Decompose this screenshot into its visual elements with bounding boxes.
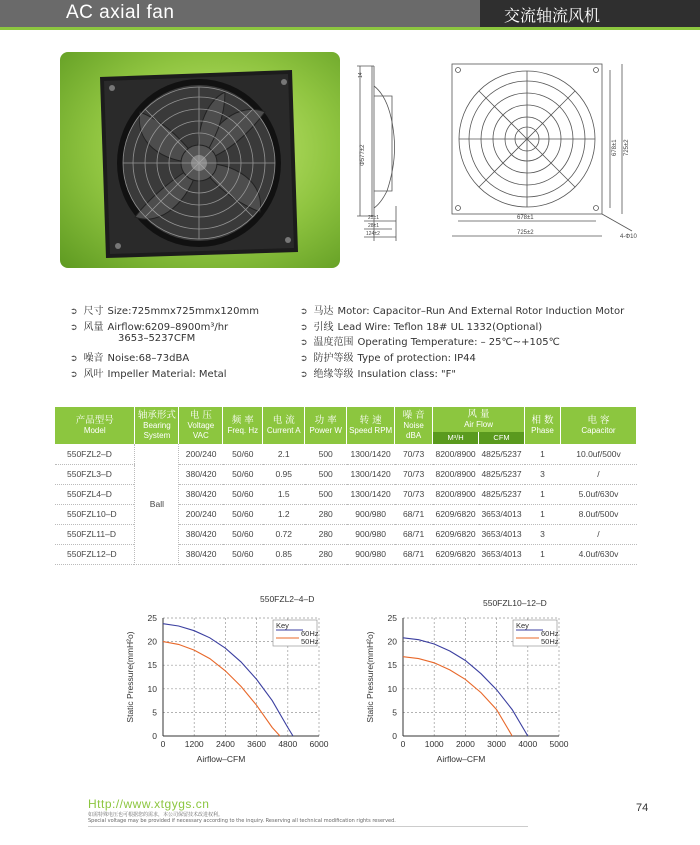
col-header-current: 电 流 Current A — [263, 407, 305, 444]
y-tick-label: 0 — [152, 731, 157, 741]
footer-divider — [88, 826, 528, 827]
table-cell: 380/420 — [179, 464, 223, 484]
col-header-model: 产品型号 Model — [55, 407, 135, 444]
legend-title: Key — [516, 621, 529, 630]
x-tick-label: 3600 — [247, 739, 267, 749]
dim-front-height: 725±2 — [624, 139, 630, 156]
product-photo — [60, 52, 340, 268]
table-cell: 1 — [525, 544, 561, 564]
bullet-icon: ➲ — [300, 307, 308, 317]
table-cell: 200/240 — [179, 504, 223, 524]
table-cell: 1 — [525, 504, 561, 524]
table-cell: 550FZL12–D — [55, 544, 135, 564]
table-cell: 70/73 — [395, 484, 433, 504]
y-axis-label: Static Pressure(mmH²o) — [365, 631, 375, 723]
chart-plot — [355, 590, 575, 765]
legend-label-60hz: 60Hz — [541, 629, 559, 638]
spec-temperature: ➲ 温度范围 Operating Temperature: – 25℃~+105℃ — [300, 337, 560, 348]
table-cell: 1 — [525, 484, 561, 504]
series-line-50hz — [403, 657, 512, 736]
x-tick-label: 4800 — [278, 739, 298, 749]
bullet-icon: ➲ — [70, 370, 78, 380]
table-cell: 8200/8900 — [433, 444, 479, 464]
dimension-drawing — [352, 56, 652, 266]
table-cell: 3 — [525, 464, 561, 484]
table-cell: 3653/4013 — [479, 544, 525, 564]
dim-front-width: 725±2 — [517, 230, 534, 236]
bullet-icon: ➲ — [300, 323, 308, 333]
y-tick-label: 15 — [147, 660, 157, 671]
spec-impeller: ➲ 风叶 Impeller Material: Metal — [70, 369, 227, 380]
y-tick-label: 0 — [392, 731, 397, 741]
table-cell: 6209/6820 — [433, 524, 479, 544]
table-cell: 6209/6820 — [433, 504, 479, 524]
col-header-airflow: 风 量 Air Flow — [433, 407, 525, 432]
spec-size: ➲ 尺寸 Size:725mmx725mmx120mm — [70, 306, 259, 317]
spec-lead-wire: ➲ 引线 Lead Wire: Teflon 18# UL 1332(Optional) — [300, 322, 543, 333]
col-header-speed: 转 速 Speed RPM — [347, 407, 395, 444]
dim-side-c: 124±2 — [366, 231, 380, 237]
table-cell: 4.0uf/630v — [560, 544, 636, 564]
bullet-icon: ➲ — [70, 323, 78, 333]
table-cell: 8200/8900 — [433, 484, 479, 504]
col-header-phase: 相 数 Phase — [525, 407, 561, 444]
table-cell: 50/60 — [223, 484, 263, 504]
table-cell: 8200/8900 — [433, 464, 479, 484]
footer-url[interactable]: Http://www.xtgygs.cn — [88, 797, 210, 811]
table-cell: 50/60 — [223, 464, 263, 484]
spec-protection: ➲ 防护等级 Type of protection: IP44 — [300, 353, 476, 364]
x-tick-label: 2000 — [455, 739, 475, 749]
col-header-m3h: M³/H — [433, 432, 479, 444]
legend-label-60hz: 60Hz — [301, 629, 319, 638]
table-cell: 500 — [305, 464, 347, 484]
col-header-bearing: 轴承形式 Bearing System — [135, 407, 179, 444]
table-cell: 550FZL2–D — [55, 444, 135, 464]
table-cell: 50/60 — [223, 524, 263, 544]
table-cell: 3653/4013 — [479, 504, 525, 524]
table-cell: 1.2 — [263, 504, 305, 524]
y-tick-label: 15 — [387, 660, 397, 671]
x-tick-label: 4000 — [518, 739, 538, 749]
table-cell: 900/980 — [347, 524, 395, 544]
y-tick-label: 20 — [147, 636, 157, 647]
table-cell: 3 — [525, 524, 561, 544]
dim-holes: 4-Φ10 — [620, 234, 637, 240]
table-cell: 50/60 — [223, 444, 263, 464]
dim-front-hole-height: 678±1 — [612, 139, 618, 156]
table-cell: 68/71 — [395, 504, 433, 524]
spec-insulation: ➲ 绝缘等级 Insulation class: "F" — [300, 369, 456, 380]
chart-plot — [115, 590, 335, 765]
x-tick-label: 3000 — [487, 739, 507, 749]
spec-airflow: ➲ 风量 Airflow:6209–8900m³/hr — [70, 322, 229, 333]
table-cell: 70/73 — [395, 464, 433, 484]
chart-title: 550FZL2–4–D — [260, 594, 315, 604]
page-number: 74 — [636, 802, 649, 814]
page-header — [0, 0, 700, 30]
x-axis-label: Airflow–CFM — [436, 754, 486, 764]
header-title-cn-bar — [480, 0, 700, 27]
table-cell: 380/420 — [179, 524, 223, 544]
bullet-icon: ➲ — [300, 354, 308, 364]
table-cell: 280 — [305, 544, 347, 564]
y-axis-label: Static Pressure(mmH²o) — [125, 631, 135, 723]
footer-note-cn: 如需特殊电压也可根据您的需求，本公司保留技术改进权利。 — [88, 812, 224, 818]
col-header-noise: 噪 音 Noise dBA — [395, 407, 433, 444]
col-header-cfm: CFM — [479, 432, 525, 444]
table-cell: 68/71 — [395, 544, 433, 564]
table-cell: 550FZL10–D — [55, 504, 135, 524]
table-cell: 280 — [305, 524, 347, 544]
table-cell: 200/240 — [179, 444, 223, 464]
bullet-icon: ➲ — [300, 338, 308, 348]
col-header-freq: 频 率 Freq. Hz — [223, 407, 263, 444]
spec-list — [70, 302, 690, 382]
table-cell: 50/60 — [223, 504, 263, 524]
table-cell: 4825/5237 — [479, 484, 525, 504]
table-cell: 2.1 — [263, 444, 305, 464]
spec-motor: ➲ 马达 Motor: Capacitor–Run And External Rotor Induction Motor — [300, 306, 625, 317]
y-tick-label: 25 — [387, 613, 397, 623]
bullet-icon: ➲ — [300, 370, 308, 380]
table-cell: 70/73 — [395, 444, 433, 464]
bullet-icon: ➲ — [70, 307, 78, 317]
x-tick-label: 5000 — [549, 739, 569, 749]
table-cell: 1.5 — [263, 484, 305, 504]
x-tick-label: 6000 — [309, 739, 329, 749]
dim-front-hole-width: 678±1 — [517, 215, 534, 221]
x-tick-label: 0 — [400, 739, 406, 749]
x-tick-label: 1000 — [424, 739, 444, 749]
table-cell: 1300/1420 — [347, 444, 395, 464]
footer-note-en: Special voltage may be provided if necessary according to the inquiry. Reserving all technical modification rights reserved. — [88, 818, 396, 824]
y-tick-label: 10 — [147, 683, 157, 694]
table-cell: 68/71 — [395, 524, 433, 544]
x-tick-label: 0 — [160, 739, 166, 749]
y-tick-label: 25 — [147, 613, 157, 623]
chart-title: 550FZL10–12–D — [483, 598, 547, 608]
y-tick-label: 20 — [387, 636, 397, 647]
bullet-icon: ➲ — [70, 354, 78, 364]
col-header-voltage: 电 压 Voltage VAC — [179, 407, 223, 444]
table-cell: 10.0uf/500v — [560, 444, 636, 464]
header-accent-line — [0, 27, 700, 30]
table-cell: 50/60 — [223, 544, 263, 564]
table-cell: 3653/4013 — [479, 524, 525, 544]
table-cell: 500 — [305, 484, 347, 504]
table-cell: / — [560, 524, 636, 544]
table-cell: 0.72 — [263, 524, 305, 544]
table-cell: 0.95 — [263, 464, 305, 484]
table-cell: 1 — [525, 444, 561, 464]
table-cell: 900/980 — [347, 504, 395, 524]
col-header-capacitor: 电 容 Capacitor — [560, 407, 636, 444]
y-tick-label: 5 — [392, 707, 397, 718]
axial-fan-illustration — [60, 52, 340, 268]
table-cell: 8.0uf/500v — [560, 504, 636, 524]
x-tick-label: 2400 — [215, 739, 235, 749]
dim-side-diameter: Φ577±2 — [360, 144, 366, 166]
legend-label-50hz: 50Hz — [541, 637, 559, 646]
col-header-power: 功 率 Power W — [305, 407, 347, 444]
legend-label-50hz: 50Hz — [301, 637, 319, 646]
x-axis-label: Airflow–CFM — [196, 754, 246, 764]
dim-side-b: 28±1 — [368, 223, 380, 229]
table-cell: 0.85 — [263, 544, 305, 564]
table-cell: 5.0uf/630v — [560, 484, 636, 504]
x-tick-label: 1200 — [184, 739, 204, 749]
table-cell: 4825/5237 — [479, 464, 525, 484]
spec-airflow-cfm: 3653–5237CFM — [118, 333, 196, 344]
y-tick-label: 5 — [152, 707, 157, 718]
table-row — [55, 444, 637, 464]
dim-side-a: 25±1 — [368, 215, 380, 221]
table-cell-bearing: Ball — [135, 444, 179, 564]
table-cell: 550FZL11–D — [55, 524, 135, 544]
table-cell: 280 — [305, 504, 347, 524]
y-tick-label: 10 — [387, 683, 397, 694]
table-cell: 550FZL3–D — [55, 464, 135, 484]
table-cell: 1300/1420 — [347, 464, 395, 484]
table-cell: / — [560, 464, 636, 484]
chart-550fzl2-4 — [115, 590, 335, 765]
spec-noise: ➲ 噪音 Noise:68–73dBA — [70, 353, 190, 364]
table-body — [55, 444, 637, 564]
technical-drawing — [352, 56, 652, 266]
header-title-bar — [0, 0, 480, 27]
chart-550fzl10-12 — [355, 590, 575, 765]
header-title-en: AC axial fan — [66, 2, 175, 23]
table-cell: 380/420 — [179, 484, 223, 504]
table-cell: 380/420 — [179, 544, 223, 564]
table-cell: 900/980 — [347, 544, 395, 564]
table-cell: 550FZL4–D — [55, 484, 135, 504]
table-cell: 500 — [305, 444, 347, 464]
dim-side-top: 14 — [358, 72, 364, 78]
legend-title: Key — [276, 621, 289, 630]
header-title-cn: 交流轴流风机 — [504, 6, 601, 25]
table-cell: 6209/6820 — [433, 544, 479, 564]
table-cell: 4825/5237 — [479, 444, 525, 464]
table-cell: 1300/1420 — [347, 484, 395, 504]
model-spec-table — [55, 407, 637, 565]
